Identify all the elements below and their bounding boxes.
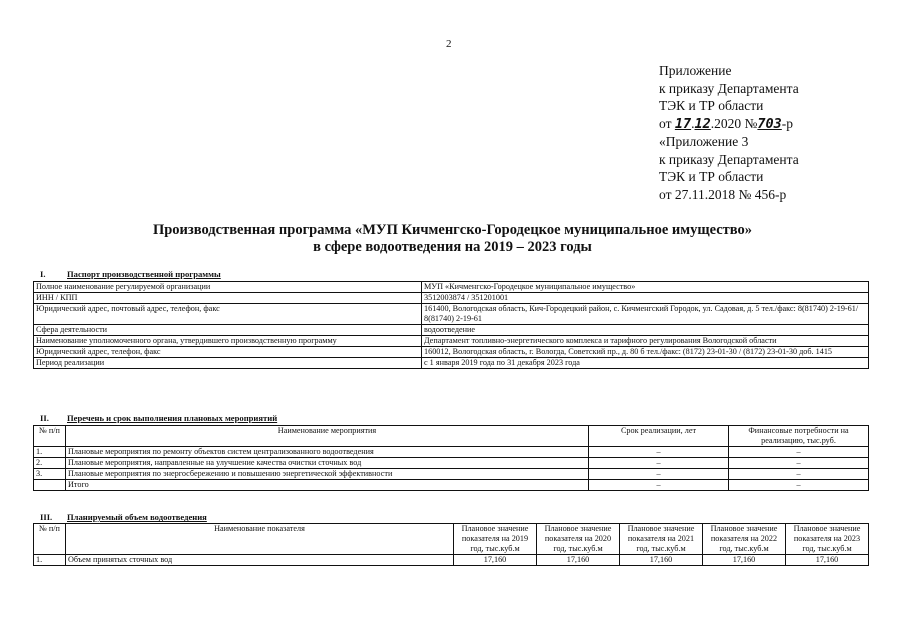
section-1-heading [40,269,221,279]
table-row [34,347,869,358]
cell-name: Объем принятых сточных вод [66,555,454,566]
cell-finance: – [729,469,869,480]
table-row [34,336,869,347]
header-name: Наименование мероприятия [66,426,589,447]
order-sep: . [691,115,695,131]
table-header-row [34,426,869,447]
order-mid: .2020 № [710,115,758,131]
header-term: Срок реализации, лет [589,426,729,447]
cell-term: – [589,458,729,469]
measures-table [33,425,869,491]
cell-value: 17,160 [703,555,786,566]
table-row [34,358,869,369]
section-title: Планируемый объем водоотведения [67,512,207,522]
cell-finance: – [729,480,869,491]
header-num: № п/п [34,524,66,555]
appendix-block [659,62,799,203]
row-label: Юридический адрес, почтовый адрес, телефон, факс [34,304,422,325]
header-finance: Финансовые потребности на реализацию, тыс.руб. [729,426,869,447]
cell-term: – [589,469,729,480]
table-row [34,480,869,491]
appendix-line: «Приложение 3 [659,134,749,149]
cell-num: 1. [34,555,66,566]
table-row [34,555,869,566]
row-value: МУП «Кичменгско-Городецкое муниципальное имущество» [422,282,869,293]
header-num: № п/п [34,426,66,447]
row-label: Наименование уполномоченного органа, утвердившего производственную программу [34,336,422,347]
cell-num: 3. [34,469,66,480]
table-row [34,447,869,458]
cell-value: 17,160 [620,555,703,566]
cell-term: – [589,447,729,458]
table-row [34,458,869,469]
header-year-2023: Плановое значение показателя на 2023 год, тыс.куб.м [786,524,869,555]
row-label: Полное наименование регулируемой организации [34,282,422,293]
row-value: водоотведение [422,325,869,336]
section-2-heading [40,413,277,423]
row-value: 3512003874 / 351201001 [422,293,869,304]
cell-value: 17,160 [454,555,537,566]
row-value: 161400, Вологодская область, Кич-Городецкий район, с. Кичменгский Городок, ул. Садовая, д. 5 тел./факс: 8(81740) 2-19-61/ 8(81740) 2-19-61 [422,304,869,325]
table-row [34,469,869,480]
section-3-heading [40,512,207,522]
title-line-2: в сфере водоотведения на 2019 – 2023 годы [313,239,592,255]
appendix-line: ТЭК и ТР области [659,169,764,184]
order-prefix: от [659,115,675,131]
row-label: Период реализации [34,358,422,369]
cell-term: – [589,480,729,491]
handwritten-month: 12 [694,115,711,132]
appendix-order-line [659,115,799,134]
section-number: III. [40,512,53,522]
table-row [34,293,869,304]
page-number: 2 [446,38,452,50]
cell-name: Итого [66,480,589,491]
row-label: Юридический адрес, телефон, факс [34,347,422,358]
document-title [0,222,905,256]
section-title: Паспорт производственной программы [67,269,221,279]
header-year-2022: Плановое значение показателя на 2022 год, тыс.куб.м [703,524,786,555]
cell-value: 17,160 [537,555,620,566]
cell-num [34,480,66,491]
appendix-line: к приказу Департамента [659,80,799,96]
volume-table [33,523,869,566]
passport-table [33,281,869,369]
cell-num: 1. [34,447,66,458]
row-value: Департамент топливно-энергетического комплекса и тарифного регулирования Вологодской области [422,336,869,347]
order-suffix: -р [781,115,794,131]
cell-finance: – [729,447,869,458]
section-number: I. [40,269,46,279]
cell-name: Плановые мероприятия по ремонту объектов систем централизованного водоотведения [66,447,589,458]
cell-name: Плановые мероприятия по энергосбережению и повышению энергетической эффективности [66,469,589,480]
cell-value: 17,160 [786,555,869,566]
appendix-line: Приложение [659,63,732,78]
cell-finance: – [729,458,869,469]
row-label: ИНН / КПП [34,293,422,304]
handwritten-number: 703 [757,115,782,132]
title-line-1: Производственная программа «МУП Кичменгско-Городецкое муниципальное имущество» [152,222,753,238]
table-header-row [34,524,869,555]
appendix-line: к приказу Департамента [659,151,799,167]
header-name: Наименование показателя [66,524,454,555]
appendix-line: от 27.11.2018 № 456-р [659,186,787,202]
handwritten-day: 17 [674,115,692,132]
table-row [34,304,869,325]
row-value: с 1 января 2019 года по 31 декабря 2023 года [422,358,869,369]
header-year-2021: Плановое значение показателя на 2021 год, тыс.куб.м [620,524,703,555]
section-title: Перечень и срок выполнения плановых мероприятий [67,413,278,423]
row-value: 160012, Вологодская область, г. Вологда, Советский пр., д. 80 б тел./факс: (8172) 23-01-30 / (8172) 23-01-30 доб. 1415 [422,347,869,358]
header-year-2020: Плановое значение показателя на 2020 год, тыс.куб.м [537,524,620,555]
table-row [34,325,869,336]
header-year-2019: Плановое значение показателя на 2019 год, тыс.куб.м [454,524,537,555]
cell-num: 2. [34,458,66,469]
table-row [34,282,869,293]
section-number: II. [40,413,49,423]
cell-name: Плановые мероприятия, направленные на улучшение качества очистки сточных вод [66,458,589,469]
appendix-line: ТЭК и ТР области [659,98,764,113]
row-label: Сфера деятельности [34,325,422,336]
